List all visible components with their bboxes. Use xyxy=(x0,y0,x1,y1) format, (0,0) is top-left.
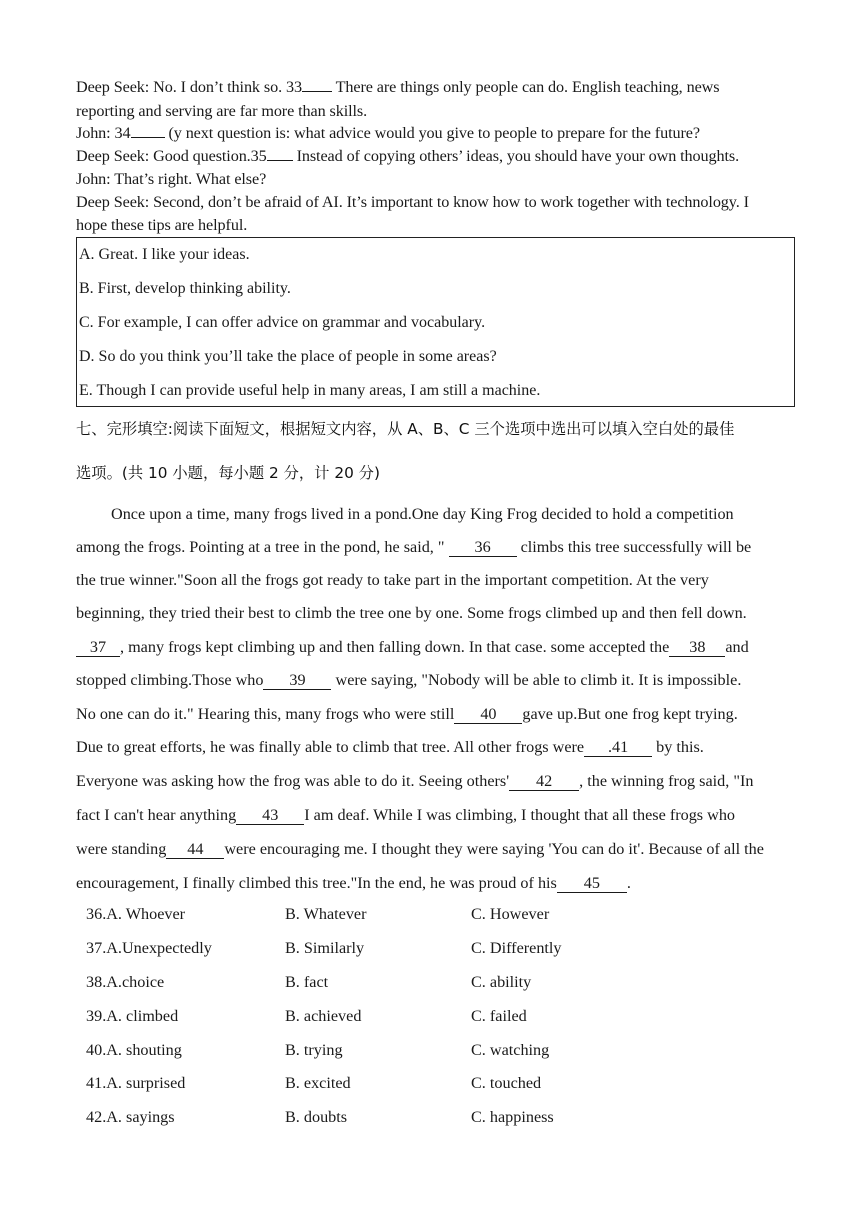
blank-33[interactable] xyxy=(302,91,332,92)
story-text: Due to great efforts, he was finally able to climb that tree. All other frogs were xyxy=(76,738,585,756)
story-line-8 xyxy=(76,736,704,758)
story-text: stopped climbing.Those who xyxy=(76,671,264,689)
blank-39[interactable]: 39 xyxy=(263,672,331,690)
section-heading-line-2: 选项。(共 10 小题，每小题 2 分，计 20 分) xyxy=(76,464,380,482)
blank-45[interactable]: 45 xyxy=(557,875,627,893)
choice-c[interactable]: C. ability xyxy=(471,973,532,991)
dialogue-line-7: hope these tips are helpful. xyxy=(76,216,248,234)
choice-row xyxy=(86,1074,686,1096)
choice-row xyxy=(86,1108,686,1130)
choice-a[interactable]: 42.A. sayings xyxy=(86,1108,175,1126)
story-text: were saying, "Nobody will be able to climb it. It is impossible. xyxy=(331,671,742,689)
story-line-3: the true winner."Soon all the frogs got ready to take part in the important competition. At the very xyxy=(76,571,709,589)
choice-c[interactable]: C. However xyxy=(471,905,550,923)
blank-41[interactable]: .41 xyxy=(584,739,652,757)
blank-36[interactable]: 36 xyxy=(449,539,517,557)
story-line-4: beginning, they tried their best to climb the tree one by one. Some frogs climbed up and then fell down. xyxy=(76,604,747,622)
story-line-12 xyxy=(76,872,631,894)
choice-b[interactable]: B. excited xyxy=(285,1074,351,1092)
story-line-2 xyxy=(76,536,751,558)
choice-c[interactable]: C. happiness xyxy=(471,1108,554,1126)
choice-b[interactable]: B. fact xyxy=(285,973,329,991)
blank-37[interactable]: 37 xyxy=(76,639,120,657)
choice-row xyxy=(86,1007,686,1029)
story-text: fact I can't hear anything xyxy=(76,806,237,824)
story-line-11 xyxy=(76,838,764,860)
story-line-5 xyxy=(76,636,749,658)
blank-43[interactable]: 43 xyxy=(236,807,304,825)
blank-44[interactable]: 44 xyxy=(166,841,224,859)
dialogue-line-5: John: That’s right. What else? xyxy=(76,170,267,188)
option-b: B. First, develop thinking ability. xyxy=(79,280,291,297)
blank-34[interactable] xyxy=(131,137,165,138)
story-line-7 xyxy=(76,703,738,725)
story-text: I am deaf. While I was climbing, I thought that all these frogs who xyxy=(304,806,736,824)
choice-c[interactable]: C. failed xyxy=(471,1007,527,1025)
option-e: E. Though I can provide useful help in many areas, I am still a machine. xyxy=(79,382,541,399)
story-text: were standing xyxy=(76,840,167,858)
choice-row xyxy=(86,1041,686,1063)
options-box xyxy=(76,237,795,407)
choice-row xyxy=(86,973,686,995)
choice-c[interactable]: C. Differently xyxy=(471,939,562,957)
story-text: encouragement, I finally climbed this tree."In the end, he was proud of his xyxy=(76,874,557,892)
dialogue-text: There are things only people can do. English teaching, news xyxy=(331,78,720,96)
choice-a[interactable]: 41.A. surprised xyxy=(86,1074,186,1092)
choice-row xyxy=(86,939,686,961)
blank-35[interactable] xyxy=(267,160,293,161)
option-c: C. For example, I can offer advice on grammar and vocabulary. xyxy=(79,314,486,331)
story-text: , the winning frog said, "In xyxy=(579,772,754,790)
story-line-10 xyxy=(76,804,735,826)
choice-a[interactable]: 40.A. shouting xyxy=(86,1041,182,1059)
choice-b[interactable]: B. doubts xyxy=(285,1108,348,1126)
story-text: . xyxy=(626,874,631,892)
dialogue-text: John: 34 xyxy=(76,124,131,142)
story-line-6 xyxy=(76,669,741,691)
dialogue-line-2: reporting and serving are far more than skills. xyxy=(76,102,368,120)
blank-42[interactable]: 42 xyxy=(509,773,579,791)
story-text: among the frogs. Pointing at a tree in the pond, he said, " xyxy=(76,538,449,556)
story-text: Everyone was asking how the frog was able to do it. Seeing others' xyxy=(76,772,510,790)
choice-a[interactable]: 39.A. climbed xyxy=(86,1007,179,1025)
dialogue-text: Instead of copying others’ ideas, you should have your own thoughts. xyxy=(292,147,740,165)
dialogue-text: Deep Seek: No. I don’t think so. 33 xyxy=(76,78,302,96)
dialogue-line-4 xyxy=(76,145,801,167)
story-text: gave up.But one frog kept trying. xyxy=(522,705,738,723)
dialogue-text: (y next question is: what advice would you give to people to prepare for the future? xyxy=(164,124,700,142)
section-heading-line-1: 七、完形填空:阅读下面短文，根据短文内容，从 A、B、C 三个选项中选出可以填入空白处的最佳 xyxy=(76,420,735,438)
dialogue-text: Deep Seek: Good question.35 xyxy=(76,147,267,165)
blank-40[interactable]: 40 xyxy=(454,706,522,724)
story-text: climbs this tree successfully will be xyxy=(516,538,752,556)
option-a: A. Great. I like your ideas. xyxy=(79,246,250,263)
dialogue-line-3 xyxy=(76,122,801,144)
dialogue-line-6: Deep Seek: Second, don’t be afraid of AI. It’s important to know how to work together with technology. I xyxy=(76,193,749,211)
choice-b[interactable]: B. achieved xyxy=(285,1007,362,1025)
story-text: were encouraging me. I thought they were saying 'You can do it'. Because of all the xyxy=(224,840,764,858)
story-text: No one can do it." Hearing this, many frogs who were still xyxy=(76,705,455,723)
story-line-9 xyxy=(76,770,753,792)
blank-38[interactable]: 38 xyxy=(669,639,725,657)
story-text: by this. xyxy=(652,738,704,756)
story-line-1: Once upon a time, many frogs lived in a pond.One day King Frog decided to hold a competition xyxy=(111,505,734,523)
choice-c[interactable]: C. touched xyxy=(471,1074,542,1092)
choice-c[interactable]: C. watching xyxy=(471,1041,550,1059)
choice-b[interactable]: B. Whatever xyxy=(285,905,367,923)
choice-a[interactable]: 37.A.Unexpectedly xyxy=(86,939,212,957)
choice-a[interactable]: 38.A.choice xyxy=(86,973,165,991)
option-d: D. So do you think you’ll take the place of people in some areas? xyxy=(79,348,497,365)
choice-b[interactable]: B. Similarly xyxy=(285,939,365,957)
choice-row xyxy=(86,905,686,927)
choice-a[interactable]: 36.A. Whoever xyxy=(86,905,186,923)
story-text: and xyxy=(725,638,749,656)
dialogue-line-1 xyxy=(76,76,801,98)
story-text: , many frogs kept climbing up and then falling down. In that case. some accepted the xyxy=(120,638,670,656)
choice-b[interactable]: B. trying xyxy=(285,1041,343,1059)
